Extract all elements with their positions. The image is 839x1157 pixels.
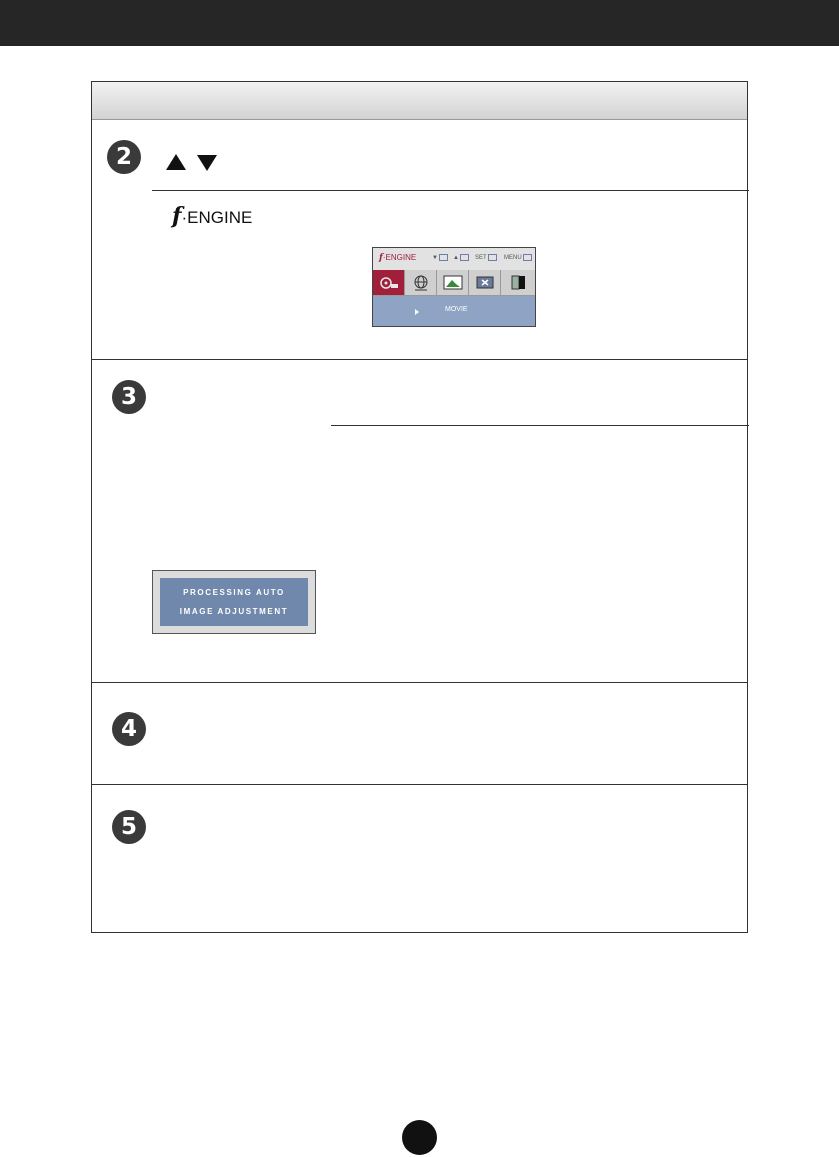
section-divider-4-5 [92, 784, 747, 785]
osd-menu-label: MENU [504, 255, 522, 262]
user-icon[interactable] [469, 270, 501, 295]
section-divider-3-4 [92, 682, 747, 683]
step-2-number: 2 [107, 140, 141, 174]
osd-title-bar [373, 248, 535, 271]
normal-icon[interactable] [501, 270, 533, 295]
up-arrow-icon [166, 154, 186, 170]
osd-set-control [475, 254, 497, 261]
page-number-dot [402, 1120, 437, 1155]
fengine-f-glyph: f [172, 203, 182, 229]
osd-down-control: ▼ [432, 254, 448, 261]
osd-up-control: ▲ [453, 254, 469, 261]
movie-icon[interactable] [373, 270, 405, 295]
osd-mode-icons [373, 270, 535, 296]
internet-icon[interactable] [405, 270, 437, 295]
osd-selection-arrow-icon [415, 309, 419, 315]
osd-set-label: SET [475, 255, 487, 262]
down-arrow-icon [197, 155, 217, 171]
step-3-rule [331, 425, 749, 426]
fengine-osd-panel [372, 247, 536, 327]
processing-line-2: IMAGE ADJUSTMENT [179, 607, 289, 616]
step-5-number: 5 [112, 810, 146, 844]
table-header-band [92, 82, 747, 120]
photo-icon[interactable] [437, 270, 469, 295]
fengine-suffix: ·ENGINE [181, 208, 253, 227]
step-3-number: 3 [112, 380, 146, 414]
osd-title [379, 253, 416, 263]
osd-selected-mode: MOVIE [445, 306, 468, 313]
fengine-label [172, 203, 252, 229]
osd-title-suffix: ·ENGINE [382, 253, 417, 262]
step-4-number: 4 [112, 712, 146, 746]
top-header-bar [0, 0, 839, 46]
osd-title-f: f [379, 253, 383, 263]
step-2-rule [152, 190, 749, 191]
processing-line-1: PROCESSING AUTO [183, 588, 285, 597]
processing-auto-box [152, 570, 316, 634]
osd-menu-control [504, 254, 532, 261]
section-divider-2-3 [92, 359, 747, 360]
processing-message-panel [160, 578, 308, 626]
